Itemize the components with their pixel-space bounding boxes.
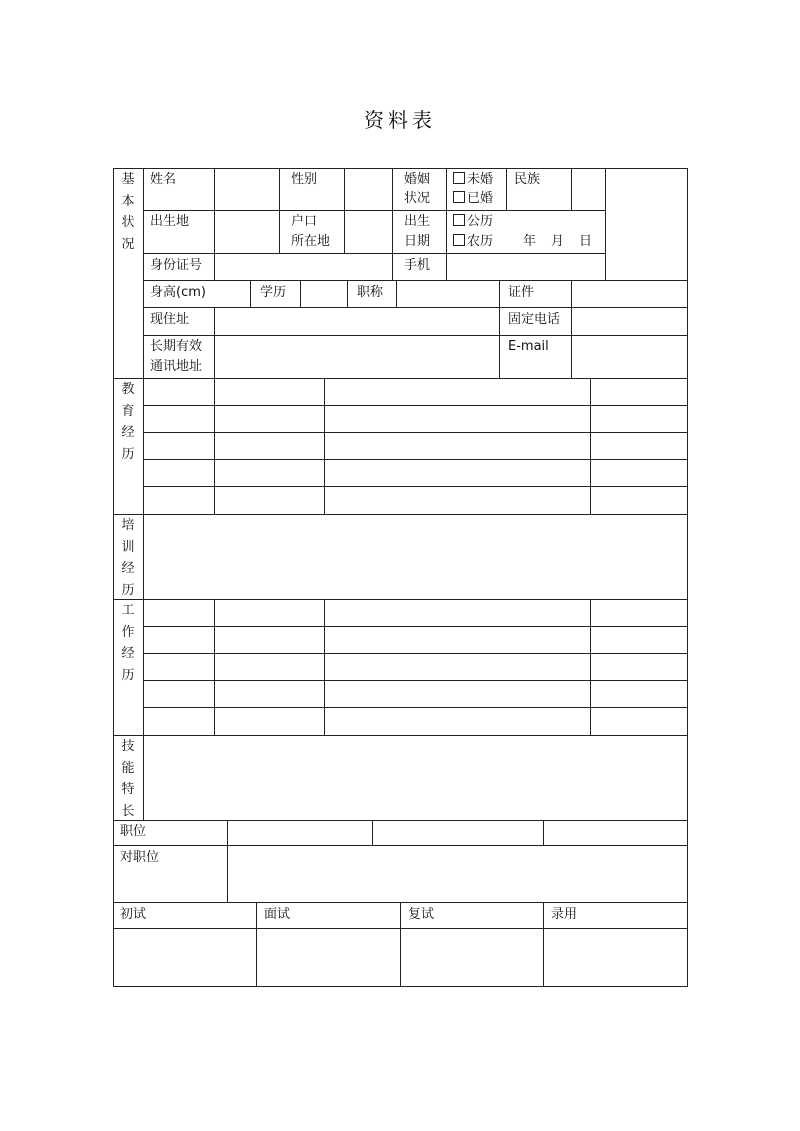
label-certificate: 证件 [508,285,535,300]
married-label: 已婚 [467,191,494,206]
basic-col-line [392,168,393,280]
position-col-line [372,820,373,845]
label-mobile: 手机 [404,258,431,273]
basic-col-line [571,168,572,210]
basic-label-divider [143,168,144,378]
section-divider [113,378,688,379]
work-row-line [143,626,687,627]
work-label-divider [143,599,144,735]
work-col-line [590,599,591,735]
label-job-title: 职称 [357,285,384,300]
option-married[interactable] [453,189,493,209]
basic-col-line [605,168,606,280]
label-hired: 录用 [551,907,578,922]
label-hukou-line2: 所在地 [291,234,331,249]
label-interview: 面试 [264,907,291,922]
education-col-line [590,378,591,514]
basic-col-line [279,168,280,253]
label-first-interview: 初试 [120,907,147,922]
label-marital-line2: 状况 [404,191,431,206]
label-mail-address-line1: 长期有效 [150,339,203,354]
training-label-divider [143,514,144,599]
table-border-right [687,168,688,987]
interview-col-line [400,902,401,986]
unmarried-label: 未婚 [467,172,494,187]
section-label-work: 工作经历 [121,603,135,683]
education-row-line [143,459,687,460]
label-marital-line1: 婚姻 [404,172,431,187]
option-solar[interactable] [453,212,493,232]
label-gender: 性别 [291,172,318,187]
basic-col-line [506,168,507,210]
basic-col-line [571,280,572,378]
table-border-top [113,168,688,169]
option-lunar[interactable] [453,232,493,252]
label-year: 年 [523,234,537,249]
label-landline: 固定电话 [508,312,561,327]
position-col-line [543,820,544,845]
label-birthdate-line2: 日期 [404,234,431,249]
label-email: E-mail [508,339,549,354]
basic-col-line [396,280,397,307]
basic-row-line [143,253,605,254]
lunar-checkbox[interactable] [453,234,465,246]
position-col-line [227,820,228,902]
label-re-interview: 复试 [408,907,435,922]
basic-col-line [344,168,345,253]
basic-col-line [300,280,301,307]
section-divider [113,514,688,515]
unmarried-checkbox[interactable] [453,172,465,184]
basic-row-line [143,307,687,308]
label-birthplace: 出生地 [150,214,190,229]
label-mail-address-line2: 通讯地址 [150,359,203,374]
education-label-divider [143,378,144,514]
section-divider [113,820,688,821]
table-border-bottom [113,986,688,987]
label-position: 职位 [120,824,147,839]
label-month: 月 [551,234,565,249]
basic-row-line [143,335,687,336]
section-divider [113,735,688,736]
basic-col-line [446,168,447,280]
work-row-line [143,680,687,681]
education-col-line [324,378,325,514]
basic-col-line [214,307,215,378]
section-divider [113,599,688,600]
education-col-line [214,378,215,514]
basic-col-line [250,280,251,307]
label-ethnicity: 民族 [514,172,541,187]
section-label-education: 教育经历 [121,382,135,462]
skills-label-divider [143,735,144,820]
label-hukou-line1: 户口 [291,214,318,229]
table-border-left [113,168,114,987]
education-row-line [143,486,687,487]
work-col-line [214,599,215,735]
label-current-address: 现住址 [150,312,190,327]
label-height: 身高(cm) [150,285,206,300]
basic-col-line [347,280,348,307]
basic-row-line [143,280,687,281]
section-label-basic: 基本状况 [121,172,135,252]
basic-col-line [214,168,215,280]
lunar-label: 农历 [467,234,494,249]
label-name: 姓名 [150,172,177,187]
label-birthdate-line1: 出生 [404,214,431,229]
education-row-line [143,432,687,433]
interview-col-line [256,902,257,986]
education-row-line [143,405,687,406]
basic-row-line [143,210,605,211]
label-id-number: 身份证号 [150,258,203,273]
interview-col-line [543,902,544,986]
basic-col-line [499,280,500,378]
married-checkbox[interactable] [453,191,465,203]
option-unmarried[interactable] [453,170,493,190]
label-about-position: 对职位 [120,850,160,865]
work-row-line [143,653,687,654]
label-education-level: 学历 [260,285,287,300]
solar-checkbox[interactable] [453,214,465,226]
work-row-line [143,707,687,708]
label-day: 日 [579,234,593,249]
section-label-skills: 技能特长 [121,739,135,819]
solar-label: 公历 [467,214,494,229]
page-title: 资料表 [364,108,436,132]
work-col-line [324,599,325,735]
section-label-training: 培训经历 [121,518,135,598]
position-row-line [113,845,688,846]
